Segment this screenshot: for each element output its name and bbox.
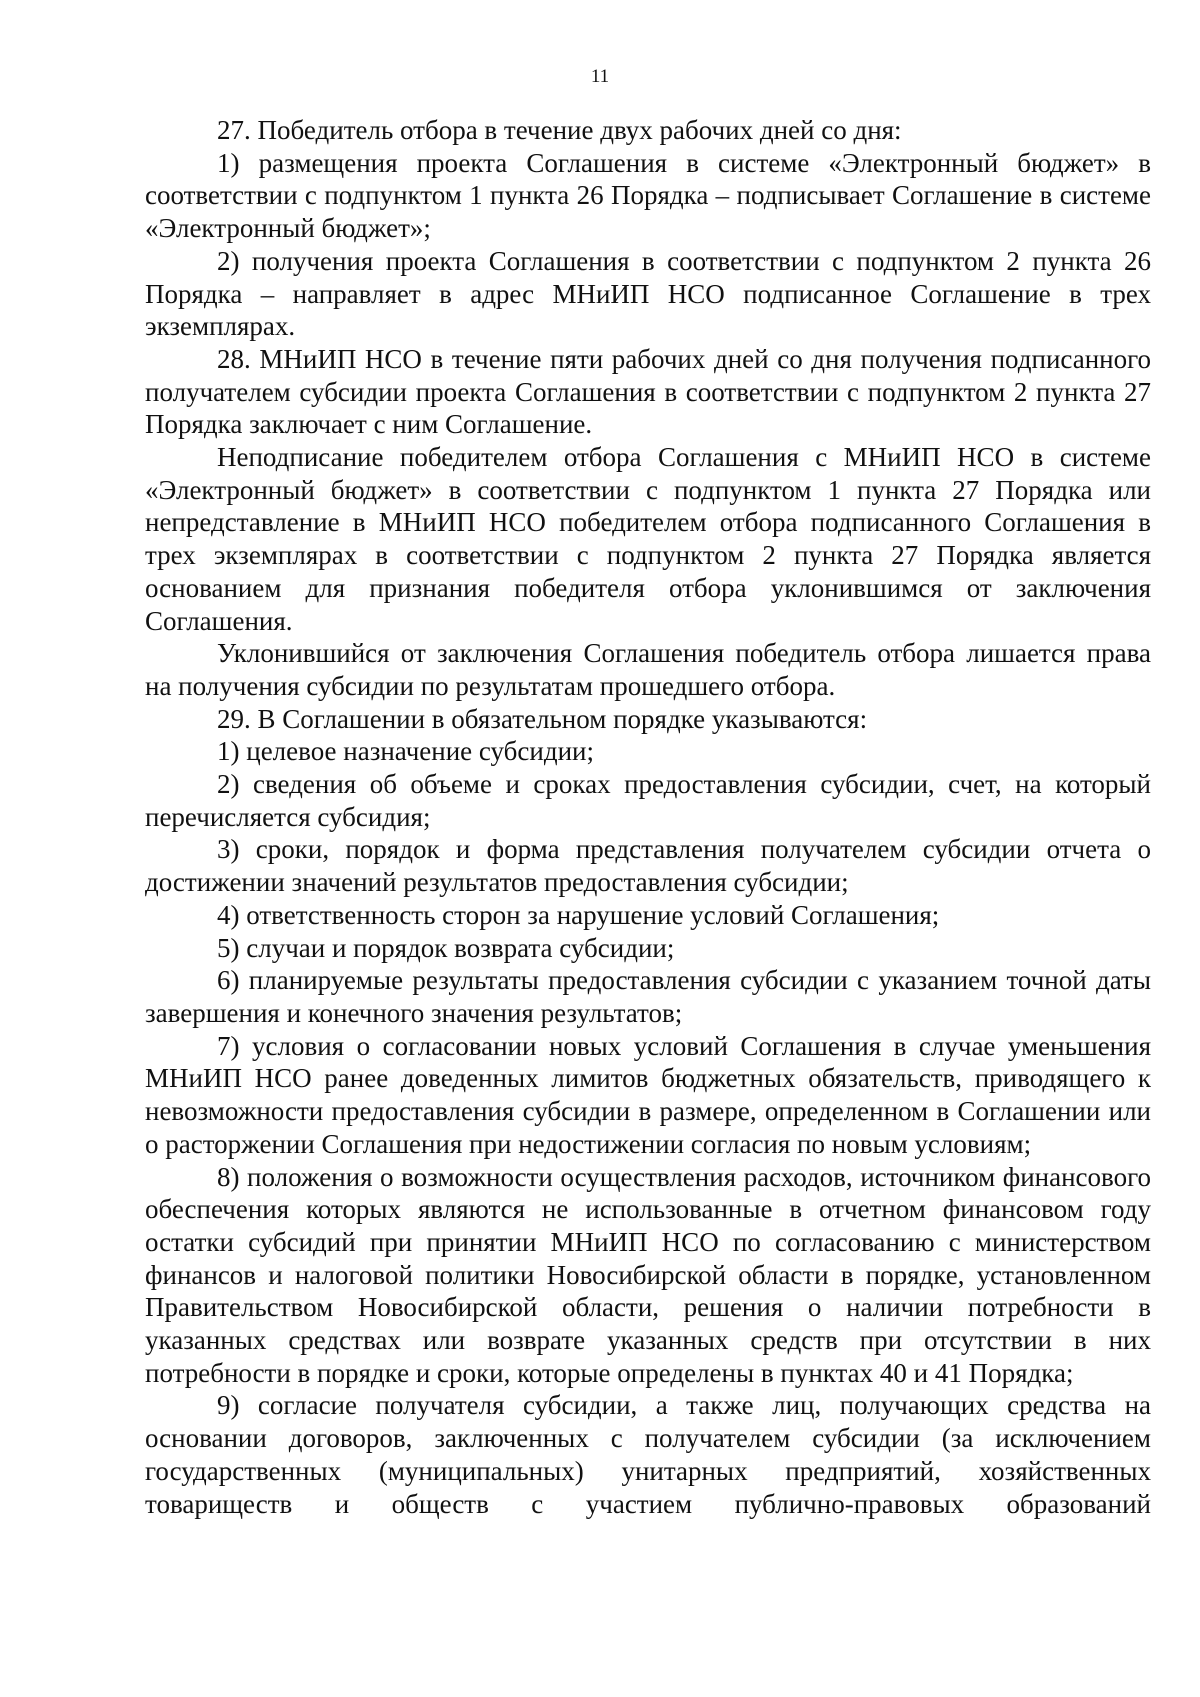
paragraph-28-evading-winner: Уклонившийся от заключения Соглашения победитель отбора лишается права на получения субсидии по результатам прошедшего отбора. — [145, 638, 1151, 701]
paragraph-28: 28. МНиИП НСО в течение пяти рабочих дней со дня получения подписанного получателем субсидии проекта Соглашения в соответствии с подпунктом 2 пункта 27 Порядка заключает с ним Соглашение. — [145, 343, 1151, 440]
paragraph-29-item-7: 7) условия о согласовании новых условий Соглашения в случае уменьшения МНиИП НСО ранее доведенных лимитов бюджетных обязательств, приводящего к невозможности предоставления субсидии в размере, определенном в Соглашении или о расторжении Соглашения при недостижении согласия по новым условиям; — [145, 1030, 1151, 1159]
paragraph-29-item-8: 8) положения о возможности осуществления расходов, источником финансового обеспечения которых являются не использованные в отчетном финансовом году остатки субсидий при принятии МНиИП НСО по согласованию с министерством финансов и налоговой политики Новосибирской области в порядке, установленном Правительством Новосибирской области, решения о наличии потребности в указанных средствах или возврате указанных средств при отсутствии в них потребности в порядке и сроки, которые определены в пунктах 40 и 41 Порядка; — [145, 1161, 1151, 1388]
paragraph-28-non-signing: Неподписание победителем отбора Соглашения с МНиИП НСО в системе «Электронный бюджет» в соответствии с подпунктом 1 пункта 27 Порядка или непредставление в МНиИП НСО победителем отбора подписанного Соглашения в трех экземплярах в соответствии с подпунктом 2 пункта 27 Порядка является основанием для признания победителя отбора уклонившимся от заключения Соглашения. — [145, 442, 1151, 636]
paragraph-29-item-3: 3) сроки, порядок и форма представления получателем субсидии отчета о достижении значений результатов предоставления субсидии; — [145, 834, 1151, 898]
paragraph-27-item-2: 2) получения проекта Соглашения в соответствии с подпунктом 2 пункта 26 Порядка – направляет в адрес МНиИП НСО подписанное Соглашение в трех экземплярах. — [145, 245, 1151, 342]
paragraph-29: 29. В Соглашении в обязательном порядке указываются: — [217, 703, 868, 734]
paragraph-29-item-1: 1) целевое назначение субсидии; — [217, 736, 594, 767]
paragraph-27: 27. Победитель отбора в течение двух рабочих дней со дня: — [217, 115, 902, 145]
paragraph-29-item-2: 2) сведения об объеме и сроках предоставления субсидии, счет, на который перечисляется субсидия; — [145, 769, 1151, 832]
paragraph-29-item-6: 6) планируемые результаты предоставления субсидии с указанием точной даты завершения и конечного значения результатов; — [145, 965, 1151, 1028]
paragraph-29-item-5: 5) случаи и порядок возврата субсидии; — [217, 932, 675, 963]
page-number: 11 — [590, 66, 610, 87]
paragraph-29-item-9: 9) согласие получателя субсидии, а также лиц, получающих средства на основании договоров, заключенных с получателем субсидии (за исключением государственных (муниципальных) унитарных предприятий, хозяйственных товариществ и обществ с участием публично-правовых образований — [145, 1390, 1151, 1519]
paragraph-29-item-4: 4) ответственность сторон за нарушение условий Соглашения; — [217, 899, 940, 930]
document-body — [145, 114, 1151, 1520]
paragraph-27-item-1: 1) размещения проекта Соглашения в системе «Электронный бюджет» в соответствии с подпунктом 1 пункта 26 Порядка – подписывает Соглашение в системе «Электронный бюджет»; — [145, 147, 1151, 244]
